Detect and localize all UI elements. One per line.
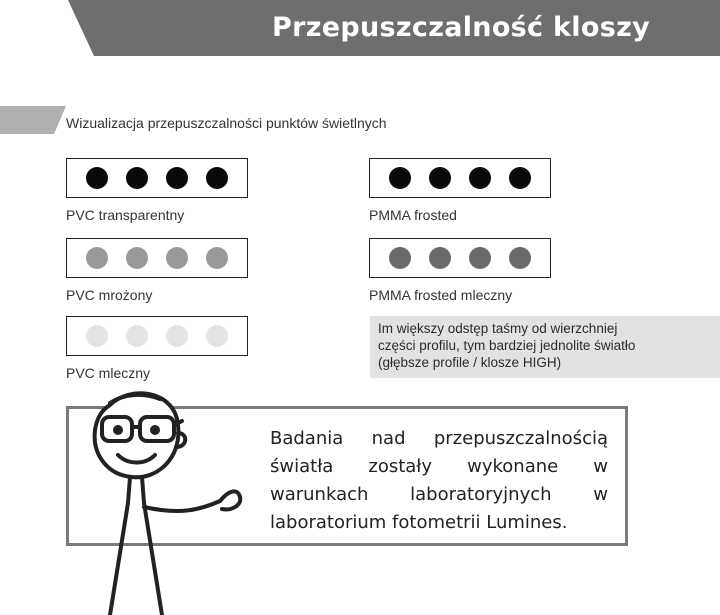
sample-dot-box <box>66 316 248 356</box>
light-dot <box>166 247 188 269</box>
sample-label: PMMA frosted mleczny <box>369 287 513 303</box>
light-dot <box>389 167 411 189</box>
light-dot <box>86 247 108 269</box>
light-dot <box>469 247 491 269</box>
light-dot <box>206 247 228 269</box>
light-dot <box>206 167 228 189</box>
sample-label: PVC transparentny <box>66 207 185 223</box>
info-note <box>370 316 720 378</box>
cartoon-man-with-glasses-icon <box>70 385 260 615</box>
sample-dot-box <box>369 238 551 278</box>
note-line: (głębsze profile / klosze HIGH) <box>378 355 562 370</box>
light-dot <box>429 247 451 269</box>
light-dot <box>469 167 491 189</box>
sample-dot-box <box>66 158 248 198</box>
note-line: części profilu, tym bardziej jednolite światło <box>378 338 636 353</box>
section-subtitle: Wizualizacja przepuszczalności punktów świetlnych <box>66 115 387 131</box>
light-dot <box>389 247 411 269</box>
light-dot <box>86 167 108 189</box>
sample-label: PVC mleczny <box>66 365 151 381</box>
sample-label: PMMA frosted <box>369 207 457 223</box>
light-dot <box>126 247 148 269</box>
page-title: Przepuszczalność kloszy <box>272 12 650 43</box>
light-dot <box>206 325 228 347</box>
light-dot <box>126 325 148 347</box>
light-dot <box>509 167 531 189</box>
speech-text: Badania nad przepuszczalnością światła zostały wykonane w warunkach laboratoryjnych w laboratorium fotometrii Lumines. <box>270 428 608 533</box>
light-dot <box>429 167 451 189</box>
light-dot <box>166 325 188 347</box>
light-dot <box>509 247 531 269</box>
sample-dot-box <box>66 238 248 278</box>
note-line: Im większy odstęp taśmy od wierzchniej <box>378 321 618 336</box>
light-dot <box>126 167 148 189</box>
section-tab <box>0 106 66 134</box>
light-dot <box>166 167 188 189</box>
light-dot <box>86 325 108 347</box>
sample-label: PVC mrożony <box>66 287 153 303</box>
sample-dot-box <box>369 158 551 198</box>
